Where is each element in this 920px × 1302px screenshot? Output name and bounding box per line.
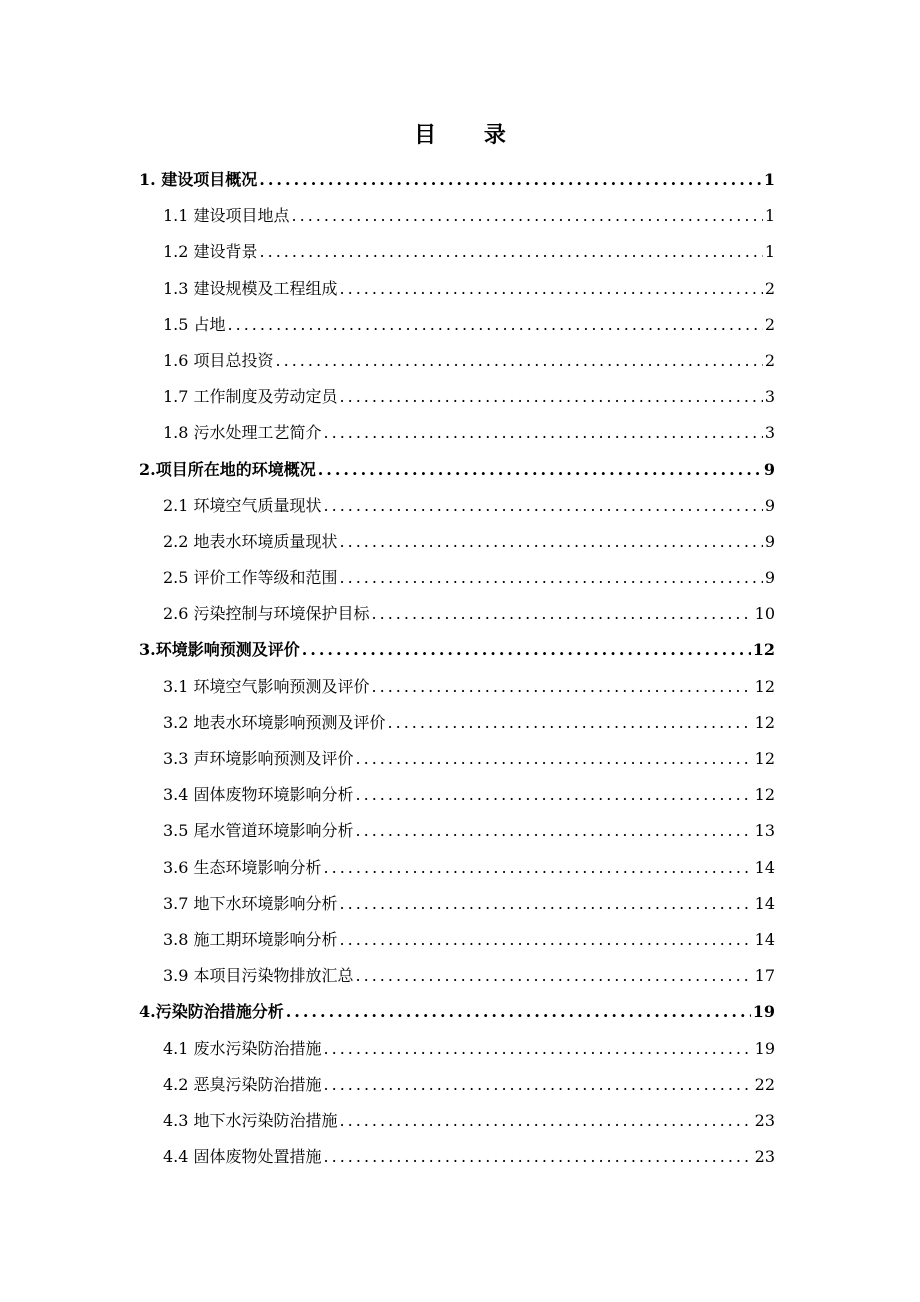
toc-dot-leader (340, 379, 763, 415)
toc-dot-leader (356, 958, 753, 994)
toc-entry-title: 3.2 地表水环境影响预测及评价 (163, 712, 386, 732)
toc-entry-title: 1.1 建设项目地点 (163, 206, 290, 226)
toc-dot-leader (340, 560, 763, 596)
toc-entry-title: 4.2 恶臭污染防治措施 (163, 1074, 322, 1094)
toc-entry-title: 1.7 工作制度及劳动定员 (163, 387, 338, 407)
toc-dot-leader (356, 777, 753, 813)
toc-entry-title: 3.8 施工期环境影响分析 (163, 929, 338, 949)
toc-dot-leader (324, 850, 753, 886)
toc-page-number: 1 (763, 170, 775, 189)
toc-entry-title: 1.5 占地 (163, 314, 226, 334)
toc-page-number: 23 (754, 1110, 775, 1130)
toc-section-entry[interactable] (0, 343, 920, 379)
toc-page-number: 1 (764, 206, 775, 226)
toc-page-number: 1 (764, 242, 775, 262)
toc-page-number: 19 (752, 1002, 775, 1022)
toc-page-number: 10 (754, 604, 775, 624)
toc-section-entry[interactable] (0, 669, 920, 705)
toc-entry-title: 1.8 污水处理工艺简介 (163, 423, 322, 443)
toc-entry-title: 3.9 本项目污染物排放汇总 (163, 966, 354, 986)
toc-entry-title: 3.环境影响预测及评价 (139, 640, 300, 660)
toc-entry-title: 3.6 生态环境影响分析 (163, 857, 322, 877)
toc-dot-leader (324, 415, 763, 451)
toc-dot-leader (324, 1139, 753, 1175)
toc-dot-leader (340, 271, 763, 307)
toc-dot-leader (302, 632, 751, 668)
toc-entry-title: 2.6 污染控制与环境保护目标 (163, 604, 370, 624)
toc-page-number: 12 (754, 676, 775, 696)
toc-chapter-entry[interactable] (0, 162, 920, 198)
toc-section-entry[interactable] (0, 741, 920, 777)
toc-entry-title: 3.1 环境空气影响预测及评价 (163, 676, 370, 696)
toc-page-number: 3 (764, 423, 775, 443)
toc-dot-leader (228, 307, 763, 343)
toc-section-entry[interactable] (0, 1067, 920, 1103)
toc-entry-title: 4.污染防治措施分析 (139, 1002, 284, 1022)
toc-section-entry[interactable] (0, 524, 920, 560)
toc-entry-title: 2.1 环境空气质量现状 (163, 495, 322, 515)
toc-page-number: 2 (764, 278, 775, 298)
toc-section-entry[interactable] (0, 198, 920, 234)
toc-section-entry[interactable] (0, 560, 920, 596)
toc-page-number: 19 (754, 1038, 775, 1058)
toc-chapter-entry[interactable] (0, 994, 920, 1030)
toc-page-number: 12 (754, 749, 775, 768)
toc-page-number: 3 (764, 387, 775, 407)
toc-dot-leader (259, 162, 762, 198)
toc-page-number: 2 (764, 350, 775, 370)
toc-dot-leader (286, 994, 751, 1030)
toc-chapter-entry[interactable] (0, 452, 920, 488)
toc-entry-title: 3.5 尾水管道环境影响分析 (163, 821, 354, 841)
toc-dot-leader (324, 488, 763, 524)
toc-dot-leader (388, 705, 753, 741)
toc-page-number: 9 (764, 495, 775, 515)
toc-page-number: 9 (764, 531, 775, 551)
table-of-contents (0, 162, 920, 1175)
toc-dot-leader (372, 596, 753, 632)
toc-entry-title: 1.6 项目总投资 (163, 350, 274, 370)
toc-page-number: 9 (764, 568, 775, 588)
toc-entry-title: 1.2 建设背景 (163, 242, 258, 262)
toc-page-number: 23 (754, 1147, 775, 1167)
toc-entry-title: 1.3 建设规模及工程组成 (163, 278, 338, 298)
toc-section-entry[interactable] (0, 850, 920, 886)
toc-entry-title: 4.4 固体废物处置措施 (163, 1147, 322, 1167)
toc-section-entry[interactable] (0, 922, 920, 958)
toc-page-number: 17 (754, 966, 775, 986)
toc-entry-title: 2.项目所在地的环境概况 (139, 459, 316, 479)
toc-entry-title: 2.5 评价工作等级和范围 (163, 568, 338, 588)
toc-page-number: 13 (754, 821, 775, 841)
toc-section-entry[interactable] (0, 271, 920, 307)
toc-page-number: 12 (754, 712, 775, 732)
toc-entry-title: 3.3 声环境影响预测及评价 (163, 749, 354, 768)
toc-section-entry[interactable] (0, 488, 920, 524)
toc-dot-leader (356, 813, 753, 849)
toc-entry-title: 4.1 废水污染防治措施 (163, 1038, 322, 1058)
toc-section-entry[interactable] (0, 958, 920, 994)
toc-page-number: 9 (763, 459, 775, 479)
toc-dot-leader (340, 524, 763, 560)
toc-entry-title: 2.2 地表水环境质量现状 (163, 531, 338, 551)
toc-title: 目 录 (414, 122, 526, 148)
toc-page-number: 14 (754, 857, 775, 877)
toc-page-number: 14 (754, 929, 775, 949)
toc-dot-leader (276, 343, 763, 379)
toc-page-number: 22 (754, 1074, 775, 1094)
toc-entry-title: 1. 建设项目概况 (139, 170, 258, 189)
toc-page-number: 14 (754, 893, 775, 913)
toc-dot-leader (324, 1067, 753, 1103)
toc-page-number: 2 (764, 314, 775, 334)
toc-page-number: 12 (752, 640, 775, 660)
toc-section-entry[interactable] (0, 1139, 920, 1175)
toc-dot-leader (372, 669, 753, 705)
toc-section-entry[interactable] (0, 705, 920, 741)
toc-chapter-entry[interactable] (0, 632, 920, 668)
toc-entry-title: 3.4 固体废物环境影响分析 (163, 785, 354, 805)
toc-section-entry[interactable] (0, 1103, 920, 1139)
toc-dot-leader (292, 198, 763, 234)
toc-dot-leader (340, 1103, 753, 1139)
toc-section-entry[interactable] (0, 379, 920, 415)
toc-dot-leader (340, 922, 753, 958)
toc-section-entry[interactable] (0, 415, 920, 451)
toc-entry-title: 4.3 地下水污染防治措施 (163, 1110, 338, 1130)
toc-section-entry[interactable] (0, 886, 920, 922)
toc-page-number: 12 (754, 785, 775, 805)
toc-entry-title: 3.7 地下水环境影响分析 (163, 893, 338, 913)
toc-section-entry[interactable] (0, 234, 920, 270)
toc-dot-leader (340, 886, 753, 922)
toc-section-entry[interactable] (0, 307, 920, 343)
toc-section-entry[interactable] (0, 813, 920, 849)
toc-dot-leader (318, 452, 762, 488)
toc-dot-leader (356, 741, 753, 777)
toc-section-entry[interactable] (0, 596, 920, 632)
toc-section-entry[interactable] (0, 777, 920, 813)
toc-dot-leader (324, 1031, 753, 1067)
toc-dot-leader (260, 234, 763, 270)
toc-section-entry[interactable] (0, 1031, 920, 1067)
